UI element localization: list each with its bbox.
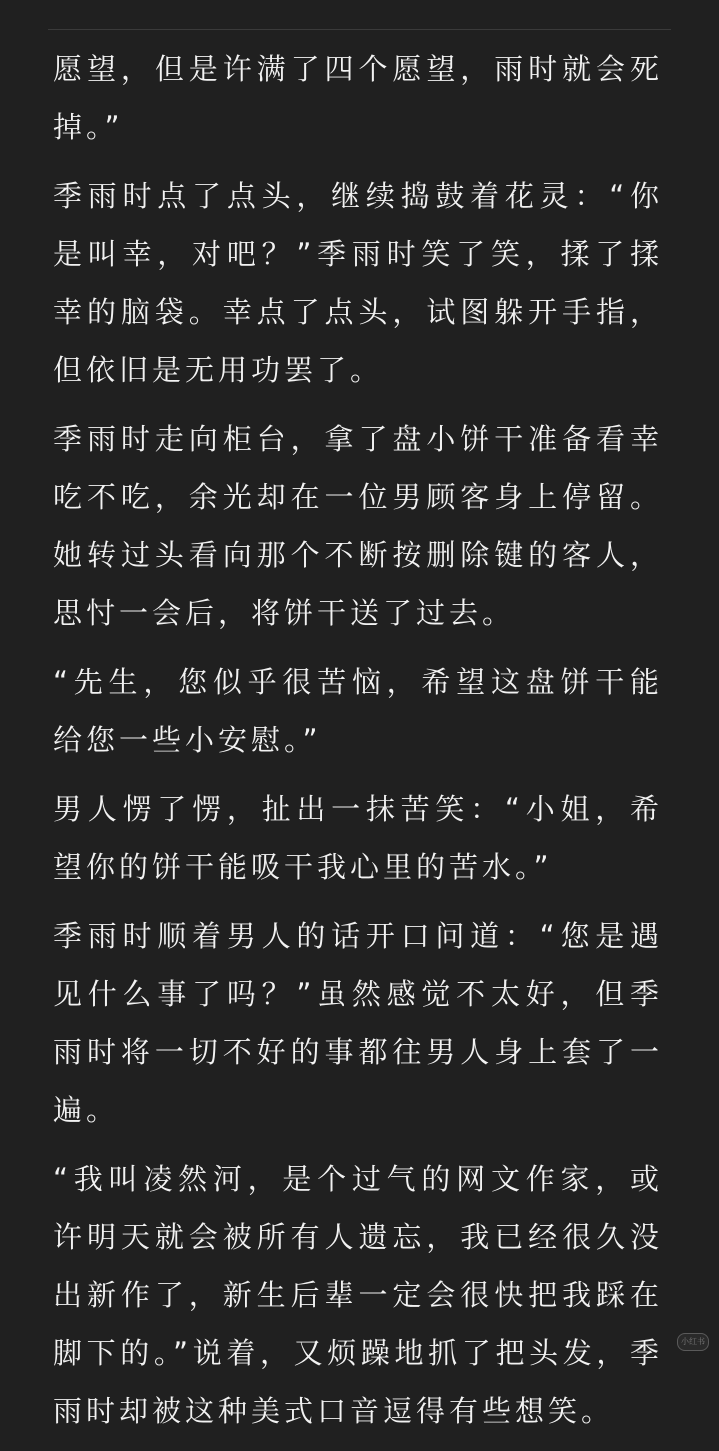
paragraph-3: 季雨时走向柜台，拿了盘小饼干准备看幸吃不吃，余光却在一位男顾客身上停留。她转过头看向那个不断按删除键的客人，思忖一会后，将饼干送了过去。 <box>53 422 663 630</box>
paragraph-7: “我叫凌然河，是个过气的网文作家，或许明天就会被所有人遗忘，我已经很久没出新作了，新生后辈一定会很快把我踩在脚下的。”说着，又烦躁地抓了把头发，季雨时却被这种美式口音逗得有些想笑。 <box>53 1162 663 1428</box>
article-body[interactable] <box>53 40 663 1451</box>
paragraph-6: 季雨时顺着男人的话开口问道：“您是遇见什么事了吗？”虽然感觉不太好，但季雨时将一切不好的事都往男人身上套了一遍。 <box>53 919 663 1127</box>
paragraph-2: 季雨时点了点头，继续捣鼓着花灵：“你是叫幸，对吧？”季雨时笑了笑，揉了揉幸的脑袋。幸点了点头，试图躲开手指，但依旧是无用功罢了。 <box>53 179 663 387</box>
top-divider <box>48 29 671 30</box>
paragraph-1: 愿望，但是许满了四个愿望，雨时就会死掉。” <box>53 52 663 144</box>
watermark-logo: 小红书 <box>677 1333 709 1351</box>
paragraph-5: 男人愣了愣，扯出一抹苦笑：“小姐，希望你的饼干能吸干我心里的苦水。” <box>53 792 663 884</box>
paragraph-4: “先生，您似乎很苦恼，希望这盘饼干能给您一些小安慰。” <box>53 665 663 757</box>
